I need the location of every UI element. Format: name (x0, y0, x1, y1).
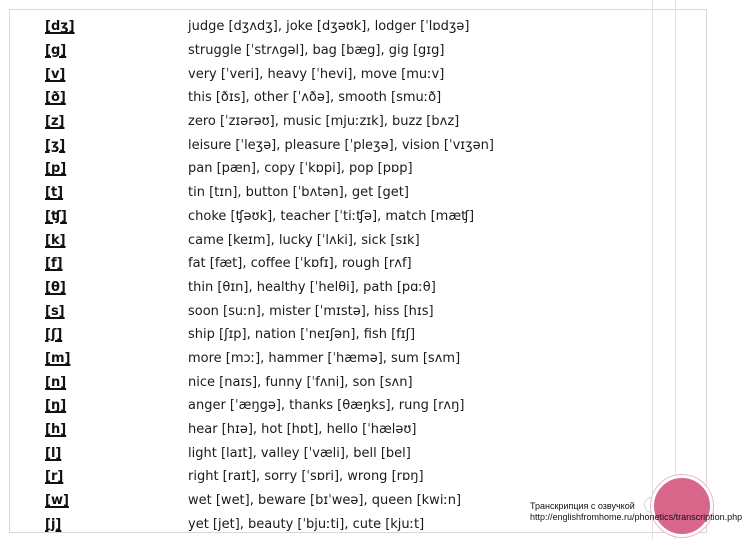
decorative-stripe (652, 0, 653, 540)
table-row (45, 86, 494, 110)
phoneme-examples: anger [ˈæŋgə], thanks [θæŋks], rung [rʌŋ] (188, 398, 465, 414)
table-row (45, 347, 494, 371)
table-row (45, 110, 494, 134)
phoneme-examples: ship [ʃɪp], nation [ˈneɪʃən], fish [fɪʃ] (188, 327, 416, 343)
table-row (45, 394, 494, 418)
table-row (45, 370, 494, 394)
phoneme-symbol: [n] (45, 374, 67, 390)
table-row (45, 512, 494, 536)
phoneme-symbol: [l] (45, 445, 62, 461)
table-row (45, 418, 494, 442)
phoneme-examples: came [keɪm], lucky [ˈlʌki], sick [sɪk] (188, 232, 420, 248)
phoneme-symbol: [ð] (45, 90, 66, 106)
table-row (45, 205, 494, 229)
phoneme-examples: pan [pæn], copy [ˈkɒpi], pop [pɒp] (188, 161, 413, 177)
phoneme-examples: yet [jet], beauty [ˈbjuːti], cute [kjuːt] (188, 516, 425, 532)
table-row (45, 299, 494, 323)
phoneme-examples: wet [wet], beware [bɪˈweə], queen [kwiːn] (188, 493, 462, 509)
phoneme-symbol: [h] (45, 422, 67, 438)
phoneme-examples: very [ˈveri], heavy [ˈhevi], move [muːv] (188, 66, 445, 82)
phoneme-examples: choke [ʧəʊk], teacher [ˈtiːʧə], match [mæʧ] (188, 208, 475, 224)
phoneme-symbol: [dʒ] (45, 19, 75, 35)
phoneme-symbol: [p] (45, 161, 67, 177)
phoneme-symbol: [v] (45, 66, 66, 82)
phoneme-examples: nice [naɪs], funny [ˈfʌni], son [sʌn] (188, 374, 413, 390)
phoneme-examples: zero [ˈzɪərəʊ], music [mjuːzɪk], buzz [bʌz] (188, 114, 460, 130)
phoneme-symbol: [m] (45, 350, 71, 366)
table-row (45, 62, 494, 86)
phoneme-examples: soon [suːn], mister [ˈmɪstə], hiss [hɪs] (188, 303, 434, 319)
table-row (45, 489, 494, 513)
phoneme-examples: light [laɪt], valley [ˈvæli], bell [bel] (188, 445, 411, 461)
table-row (45, 276, 494, 300)
phoneme-symbol: [g] (45, 43, 67, 59)
phoneme-examples: hear [hɪə], hot [hɒt], hello [ˈhæləʊ] (188, 422, 417, 438)
table-row (45, 465, 494, 489)
phoneme-symbol: [z] (45, 114, 65, 130)
phoneme-examples: judge [dʒʌdʒ], joke [dʒəʊk], lodger [ˈlɒdʒə] (188, 19, 470, 35)
phoneme-examples: right [raɪt], sorry [ˈsɒri], wrong [rɒŋ] (188, 469, 424, 485)
table-row (45, 181, 494, 205)
phoneme-symbol: [f] (45, 256, 63, 272)
phoneme-symbol: [t] (45, 185, 64, 201)
table-row (45, 39, 494, 63)
table-row (45, 228, 494, 252)
transcription-table (45, 15, 494, 536)
phoneme-examples: thin [θɪn], healthy [ˈhelθi], path [pɑːθ] (188, 279, 436, 295)
phoneme-symbol: [ʒ] (45, 137, 66, 153)
source-caption: Транскрипция с озвучкой http://englishfromhome.ru/phonetics/transcription.php (530, 501, 742, 522)
phoneme-symbol: [w] (45, 493, 69, 509)
table-row (45, 441, 494, 465)
phoneme-symbol: [j] (45, 516, 62, 532)
phoneme-examples: struggle [ˈstrʌgəl], bag [bæg], gig [gɪg] (188, 43, 445, 59)
phoneme-symbol: [ʧ] (45, 208, 67, 224)
phoneme-symbol: [r] (45, 469, 64, 485)
table-row (45, 133, 494, 157)
phoneme-symbol: [θ] (45, 279, 66, 295)
phoneme-examples: leisure [ˈleʒə], pleasure [ˈpleʒə], vision [ˈvɪʒən] (188, 137, 494, 153)
table-row (45, 252, 494, 276)
table-row (45, 323, 494, 347)
phoneme-symbol: [s] (45, 303, 65, 319)
table-row (45, 157, 494, 181)
phoneme-symbol: [ʃ] (45, 327, 63, 343)
phoneme-examples: this [ðɪs], other [ˈʌðə], smooth [smuːð] (188, 90, 442, 106)
table-row (45, 15, 494, 39)
phoneme-examples: more [mɔː], hammer [ˈhæmə], sum [sʌm] (188, 350, 461, 366)
phoneme-examples: tin [tɪn], button [ˈbʌtən], get [get] (188, 185, 409, 201)
phoneme-symbol: [ŋ] (45, 398, 67, 414)
phoneme-examples: fat [fæt], coffee [ˈkɒfɪ], rough [rʌf] (188, 256, 412, 272)
decorative-stripe (675, 0, 676, 540)
phoneme-symbol: [k] (45, 232, 66, 248)
